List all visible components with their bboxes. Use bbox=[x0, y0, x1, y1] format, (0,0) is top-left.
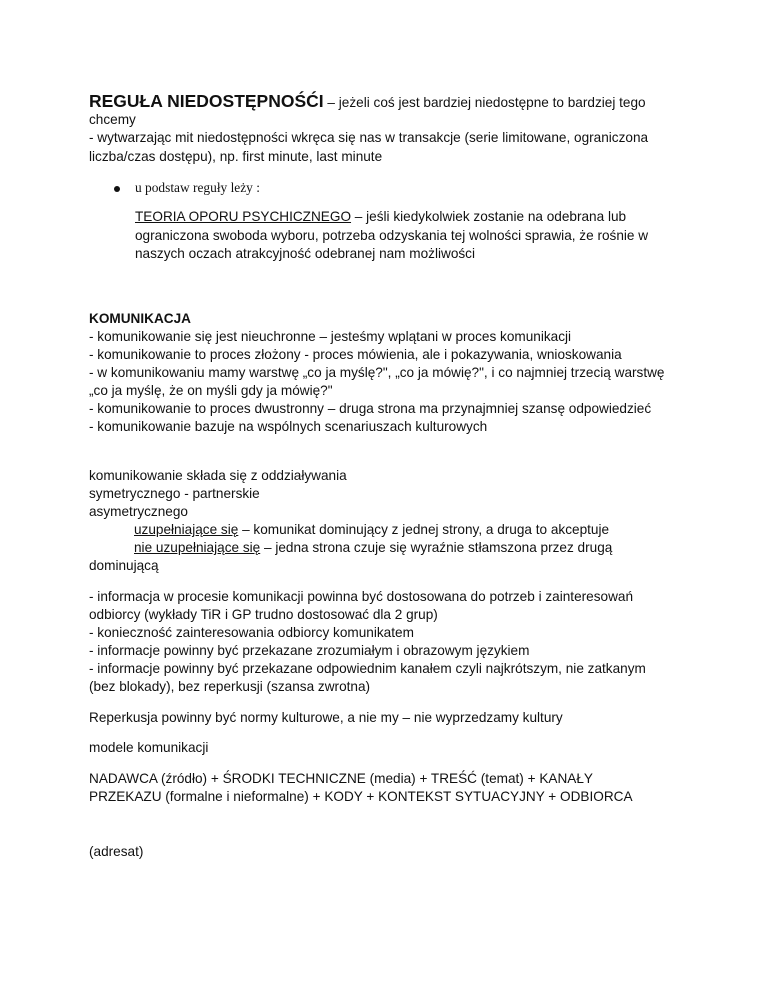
noncomplementary-line bbox=[134, 539, 612, 557]
noncomplementary-label: nie uzupełniające się bbox=[134, 540, 261, 555]
bullet-icon bbox=[114, 186, 120, 192]
text-line: - komunikowanie bazuje na wspólnych scenariuszach kulturowych bbox=[89, 419, 488, 434]
text-line: - wytwarzając mit niedostępności wkręca się nas w transakcje (serie limitowane, ograniczona bbox=[89, 130, 649, 145]
text-line: - komunikowanie to proces dwustronny – druga strona ma przynajmniej szansę odpowiedzieć bbox=[89, 401, 652, 416]
text-line: - informacja w procesie komunikacji powinna być dostosowana do potrzeb i zainteresowań bbox=[89, 589, 634, 604]
text-line: symetrycznego - partnerskie bbox=[89, 486, 260, 501]
heading-line bbox=[89, 92, 646, 112]
text-line: komunikowanie składa się z oddziaływania bbox=[89, 468, 347, 483]
section-title-komunikacja: KOMUNIKACJA bbox=[89, 311, 191, 326]
text-line: chcemy bbox=[89, 112, 136, 127]
text-line: liczba/czas dostępu), np. first minute, last minute bbox=[89, 149, 383, 164]
text-line: - komunikowanie to proces złożony - proces mówienia, ale i pokazywania, wnioskowania bbox=[89, 347, 622, 362]
theory-label: TEORIA OPORU PSYCHICZNEGO bbox=[135, 209, 352, 224]
text-line: dominującą bbox=[89, 558, 159, 573]
text-line: asymetrycznego bbox=[89, 504, 188, 519]
adresat-text: (adresat) bbox=[89, 844, 144, 859]
text-line: - informacje powinny być przekazane odpowiednim kanałem czyli najkrótszym, nie zatkanym bbox=[89, 661, 646, 676]
noncomplementary-rest: – jedna strona czuje się wyraźnie stłamszona przez drugą bbox=[260, 540, 613, 555]
complementary-label: uzupełniające się bbox=[134, 522, 239, 537]
theory-rest: – jeśli kiedykolwiek zostanie na odebrana lub bbox=[351, 209, 627, 224]
text-line: „co ja myślę, że on myśli gdy ja mówię?" bbox=[89, 383, 333, 398]
complementary-line bbox=[134, 521, 609, 539]
text-line: - konieczność zainteresowania odbiorcy komunikatem bbox=[89, 625, 414, 640]
text-line: odbiorcy (wykłady TiR i GP trudno dostosować dla 2 grup) bbox=[89, 607, 438, 622]
text-line: (bez blokady), bez reperkusji (szansa zwrotna) bbox=[89, 679, 371, 694]
formula-line: PRZEKAZU (formalne i nieformalne) + KODY + KONTEKST SYTUACYJNY + ODBIORCA bbox=[89, 789, 633, 804]
text-line: - komunikowanie się jest nieuchronne – jesteśmy wplątani w proces komunikacji bbox=[89, 329, 572, 344]
text-line: naszych oczach atrakcyjność odebranej nam możliwości bbox=[135, 246, 475, 261]
formula-line: NADAWCA (źródło) + ŚRODKI TECHNICZNE (media) + TREŚĆ (temat) + KANAŁY bbox=[89, 771, 593, 786]
text-line: Reperkusja powinny być normy kulturowe, a nie my – nie wyprzedzamy kultury bbox=[89, 710, 563, 725]
theory-line bbox=[135, 208, 626, 226]
complementary-rest: – komunikat dominujący z jednej strony, a druga to akceptuje bbox=[238, 522, 610, 537]
text-line: - informacje powinny być przekazane zrozumiałym i obrazowym językiem bbox=[89, 643, 530, 658]
models-title: modele komunikacji bbox=[89, 740, 209, 755]
text-line: ograniczona swoboda wyboru, potrzeba odzyskania tej wolności sprawia, że rośnie w bbox=[135, 228, 649, 243]
heading-rest: – jeżeli coś jest bardziej niedostępne to bardziej tego bbox=[323, 95, 646, 110]
section-title-regula: REGUŁA NIEDOSTĘPNOŚĆI bbox=[89, 91, 324, 111]
text-line: - w komunikowaniu mamy warstwę „co ja myślę?", „co ja mówię?", i co najmniej trzecią warstwę bbox=[89, 365, 665, 380]
bullet-text: u podstaw reguły leży : bbox=[135, 180, 260, 195]
